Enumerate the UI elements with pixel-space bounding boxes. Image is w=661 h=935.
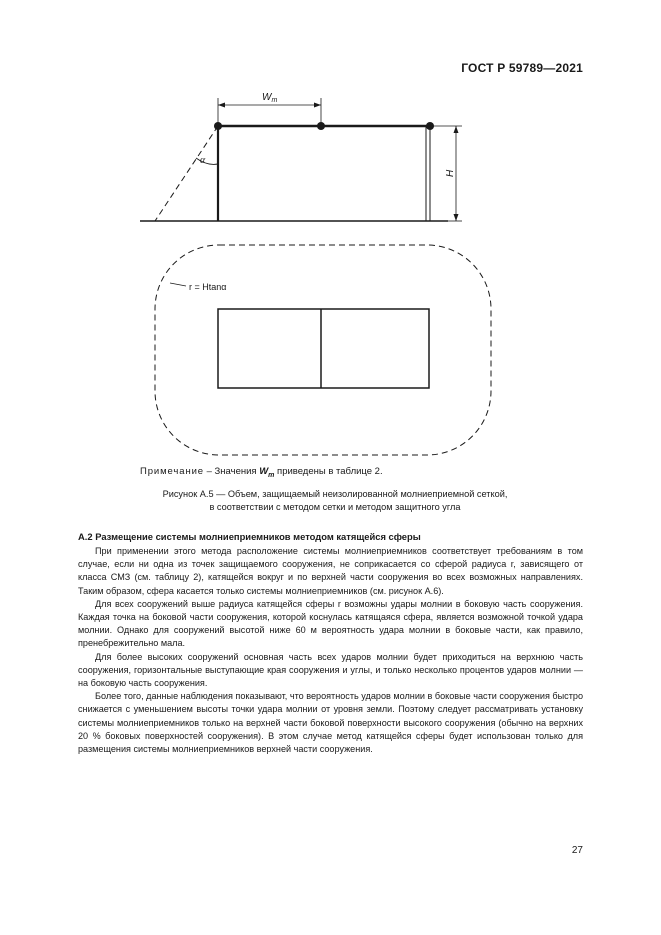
node-middle [317, 122, 325, 130]
section-heading: А.2 Размещение системы молниеприемников методом катящейся сферы [78, 531, 421, 542]
node-left [214, 122, 222, 130]
protection-cone-line [155, 126, 218, 221]
plan-view [155, 245, 491, 455]
label-alpha: α [200, 155, 206, 166]
label-h: H [445, 169, 456, 177]
protected-zone-outline [155, 245, 491, 455]
figure-note [140, 466, 383, 479]
node-right [426, 122, 434, 130]
figure-caption-line2: в соответствии с методом сетки и методом защитного угла [209, 502, 461, 512]
wm-arrow-right [314, 103, 321, 108]
note-text-after: приведены в таблице 2. [274, 466, 383, 477]
paragraph: При применении этого метода расположение системы молниеприемников соответствует требованиям в том случае, если ни одна из точек защищаемого сооружения, не соприкасается со сферой радиуса r, зависящего от класса СМЗ (см. таблицу 2), катящейся вокруг и по верхней части сооружения во всех возможных направлениях. Таким образом, сфера касается только системы молниеприемников (см. рисунок А.6). [78, 546, 583, 596]
building-plan [218, 309, 429, 388]
note-prefix: Примечание [140, 466, 204, 477]
paragraph: Более того, данные наблюдения показывают, что вероятность ударов молнии в боковые части сооружения быстро снижается с уменьшением высоты точки удара молнии от уровня земли. Поэтому следует рассматривать установку системы молниеприемников только на верхней части боковой поверхности высокого сооружения (обычно на верхних 20 % боковых поверхностей сооружения). В этом случае метод катящейся сферы будет использован только для размещения системы молниеприемников верхней части сооружения. [78, 691, 583, 755]
section-body [78, 545, 583, 756]
paragraph: Для более высоких сооружений основная часть всех ударов молнии будет приходиться на верхнюю часть сооружения, горизонтальные выступающие края сооружения и углы, и только несколько процентов ударов молнии — на боковую часть сооружения. [78, 651, 583, 689]
note-symbol: W [259, 466, 269, 477]
document-header-standard-id: ГОСТ Р 59789—2021 [461, 61, 583, 75]
label-wm: $W_m$ [262, 92, 278, 104]
page-number: 27 [571, 845, 583, 856]
wm-arrow-left [218, 103, 225, 108]
figure-caption-line1: Рисунок А.5 — Объем, защищаемый неизолированной молниеприемной сеткой, [162, 489, 508, 499]
note-text-before: – Значения [204, 466, 260, 477]
elevation-view [140, 98, 462, 221]
figure-caption [90, 488, 580, 514]
label-radius: r = Htanα [189, 282, 227, 292]
h-arrow-top [454, 126, 459, 133]
radius-pointer [170, 283, 186, 286]
h-arrow-bottom [454, 214, 459, 221]
paragraph: Для всех сооружений выше радиуса катящейся сферы r возможны удары молнии в боковую часть сооружения. Каждая точка на боковой части сооружения, которой коснулась катящаяся сфера, является возможной точкой удара молнии. Однако для сооружений высотой ниже 60 м вероятность удара молнии в боковые части, как правило, пренебрежительно мала. [78, 598, 583, 649]
note-symbol-sub: m [268, 471, 275, 479]
